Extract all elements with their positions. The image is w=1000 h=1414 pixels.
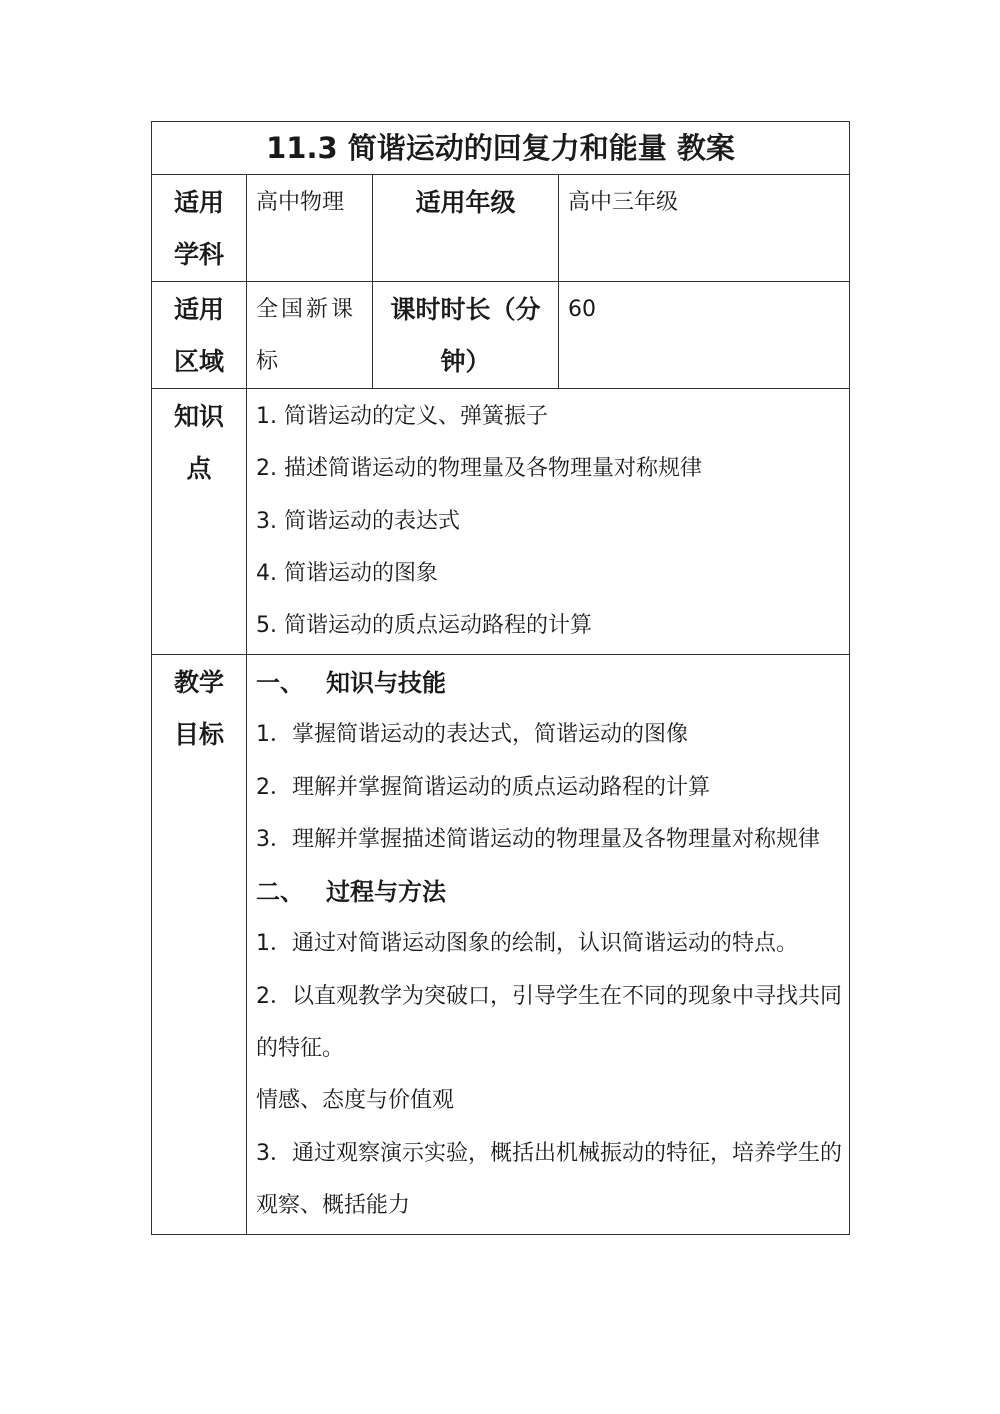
region-value: 全国新课 标 xyxy=(247,282,373,389)
region-row xyxy=(152,282,850,389)
knowledge-row xyxy=(152,389,850,655)
list-item: 2．以直观教学为突破口，引导学生在不同的现象中寻找共同的特征。 xyxy=(256,983,842,1061)
subject-value: 高中物理 xyxy=(247,175,373,282)
section-heading-plain: 情感、态度与价值观 xyxy=(256,1088,455,1114)
subject-row xyxy=(152,175,850,282)
list-item: 1．掌握简谐运动的表达式，简谐运动的图像 xyxy=(256,722,688,748)
list-item: 5. 简谐运动的质点运动路程的计算 xyxy=(256,613,592,639)
section-heading: 一、 知识与技能 xyxy=(256,669,446,698)
list-item: 4. 简谐运动的图象 xyxy=(256,560,438,586)
grade-value: 高中三年级 xyxy=(559,175,850,282)
list-item: 2. 描述简谐运动的物理量及各物理量对称规律 xyxy=(256,456,702,482)
knowledge-list xyxy=(247,389,850,655)
document-title: 11.3 简谐运动的回复力和能量 教案 xyxy=(152,122,850,175)
goals-label: 教学 目标 xyxy=(152,655,247,1235)
list-item: 1．通过对简谐运动图象的绘制，认识简谐运动的特点。 xyxy=(256,931,798,957)
list-item: 1. 简谐运动的定义、弹簧振子 xyxy=(256,404,548,429)
list-item: 3．通过观察演示实验，概括出机械振动的特征，培养学生的观察、概括能力 xyxy=(256,1140,842,1218)
list-item: 2．理解并掌握简谐运动的质点运动路程的计算 xyxy=(256,774,710,800)
list-item: 3. 简谐运动的表达式 xyxy=(256,508,460,534)
lesson-plan-table xyxy=(151,121,850,1235)
grade-label: 适用年级 xyxy=(373,175,559,282)
subject-label: 适用 学科 xyxy=(152,175,247,282)
section-heading: 二、 过程与方法 xyxy=(256,878,446,907)
goals-row xyxy=(152,655,850,1235)
duration-label: 课时时长（分 钟） xyxy=(373,282,559,389)
list-item: 3．理解并掌握描述简谐运动的物理量及各物理量对称规律 xyxy=(256,827,820,853)
goals-content xyxy=(247,655,850,1235)
duration-value: 60 xyxy=(559,282,850,389)
knowledge-label: 知识 点 xyxy=(152,389,247,655)
region-label: 适用 区域 xyxy=(152,282,247,389)
